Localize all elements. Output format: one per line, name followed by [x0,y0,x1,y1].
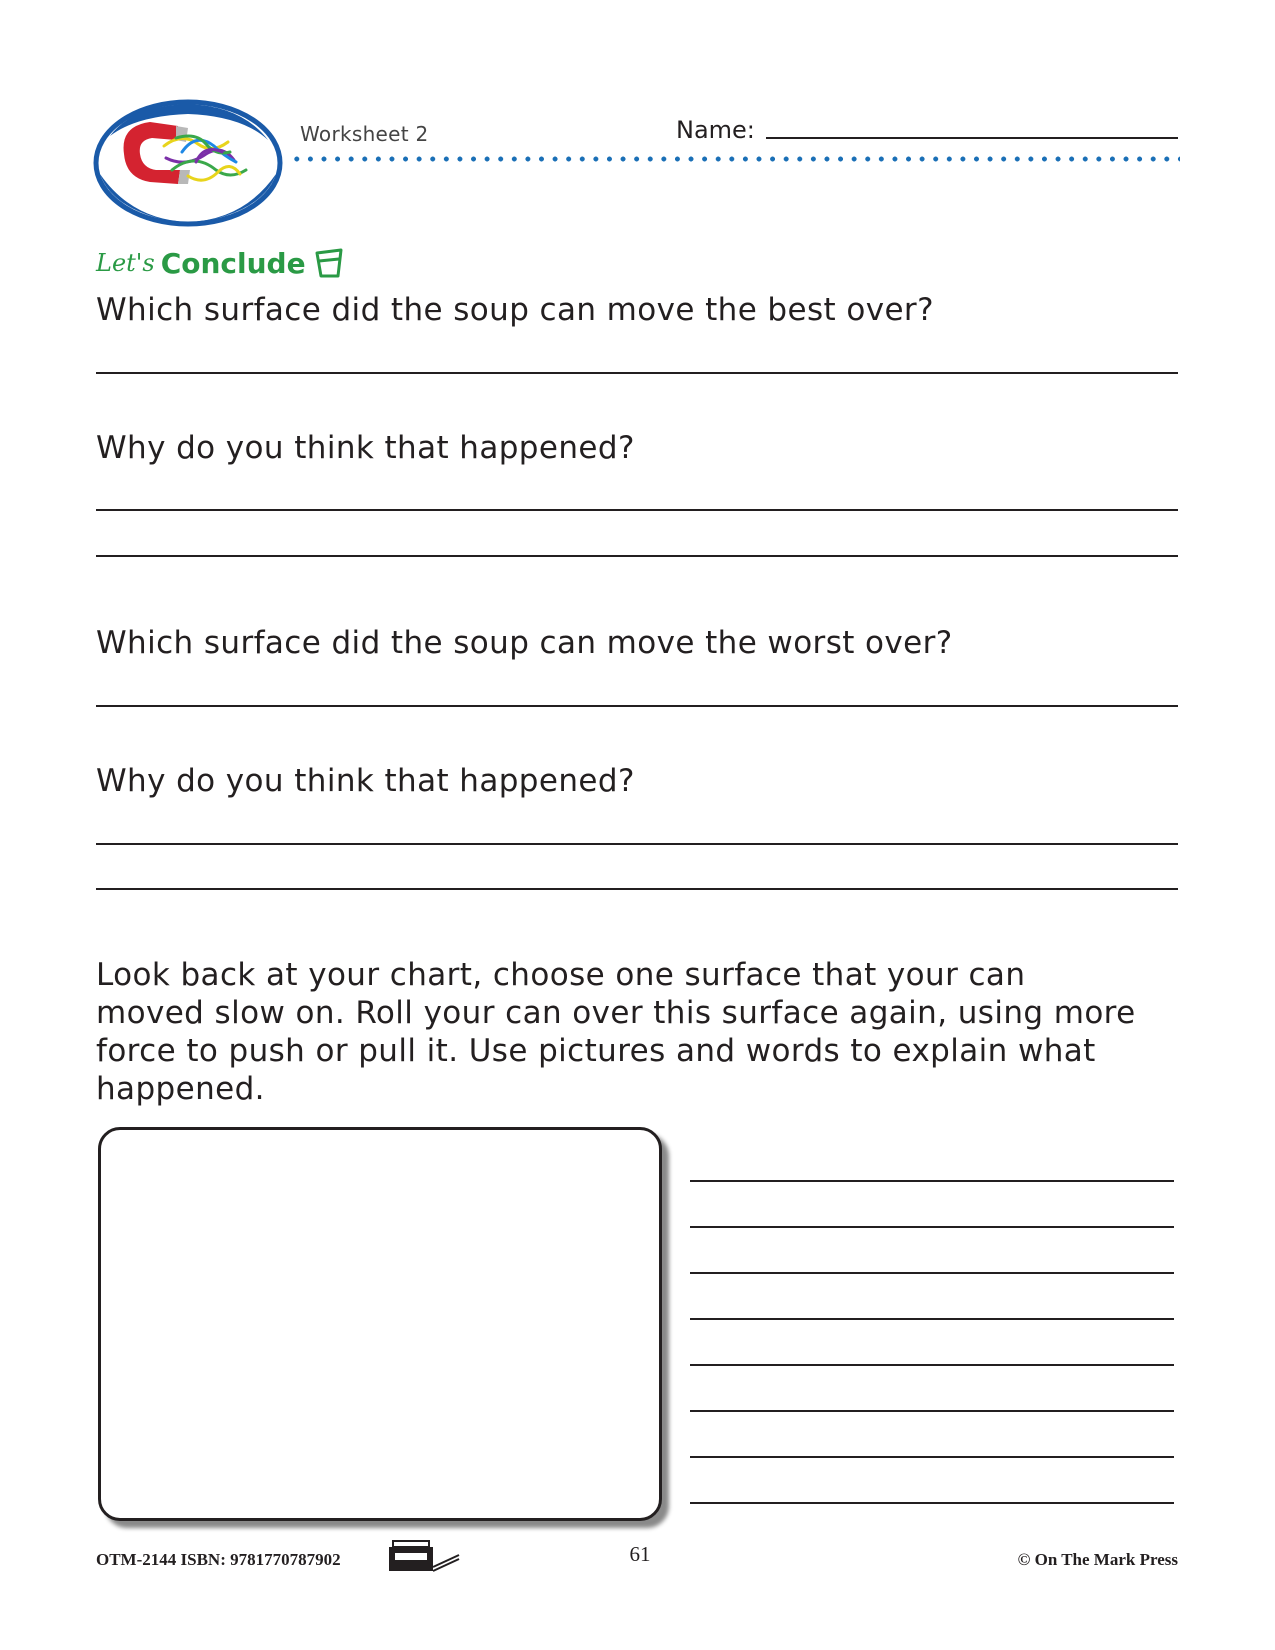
question-3: Which surface did the soup can move the worst over? [96,625,953,661]
answer-line[interactable] [96,555,1178,557]
instruction-line: Look back at your chart, choose one surface that your can [96,957,1026,993]
dotted-divider [290,156,1180,162]
page-number: 61 [629,1542,651,1566]
name-field-line[interactable] [766,137,1178,139]
writing-line[interactable] [690,1502,1174,1504]
section-heading [96,242,344,284]
question-4: Why do you think that happened? [96,763,635,799]
instruction-line: moved slow on. Roll your can over this surface again, using more [96,995,1136,1031]
answer-line[interactable] [96,843,1178,845]
instruction-paragraph [96,956,1196,1108]
writing-line[interactable] [690,1226,1174,1228]
question-2: Why do you think that happened? [96,430,635,466]
section-heading-word: Conclude [160,246,306,280]
writing-line[interactable] [690,1456,1174,1458]
section-heading-lets: Let's [96,249,155,277]
writing-line[interactable] [690,1180,1174,1182]
magnet-with-paperclips-icon [92,96,284,230]
instruction-line: force to push or pull it. Use pictures and words to explain what [96,1033,1096,1069]
question-1: Which surface did the soup can move the best over? [96,292,934,328]
answer-line[interactable] [96,372,1178,374]
footer-publisher: © On The Mark Press [1017,1550,1178,1569]
footer-isbn: OTM-2144 ISBN: 9781770787902 [96,1550,341,1569]
writing-line[interactable] [690,1364,1174,1366]
instruction-line: happened. [96,1071,265,1107]
drawing-box[interactable] [98,1127,662,1521]
writing-line[interactable] [690,1272,1174,1274]
writing-line[interactable] [690,1410,1174,1412]
answer-line[interactable] [96,705,1178,707]
worksheet-label: Worksheet 2 [300,122,429,146]
writing-line[interactable] [690,1318,1174,1320]
cup-icon [314,247,344,279]
name-label: Name: [676,116,755,144]
printing-press-icon [387,1537,461,1573]
answer-line[interactable] [96,509,1178,511]
answer-line[interactable] [96,888,1178,890]
